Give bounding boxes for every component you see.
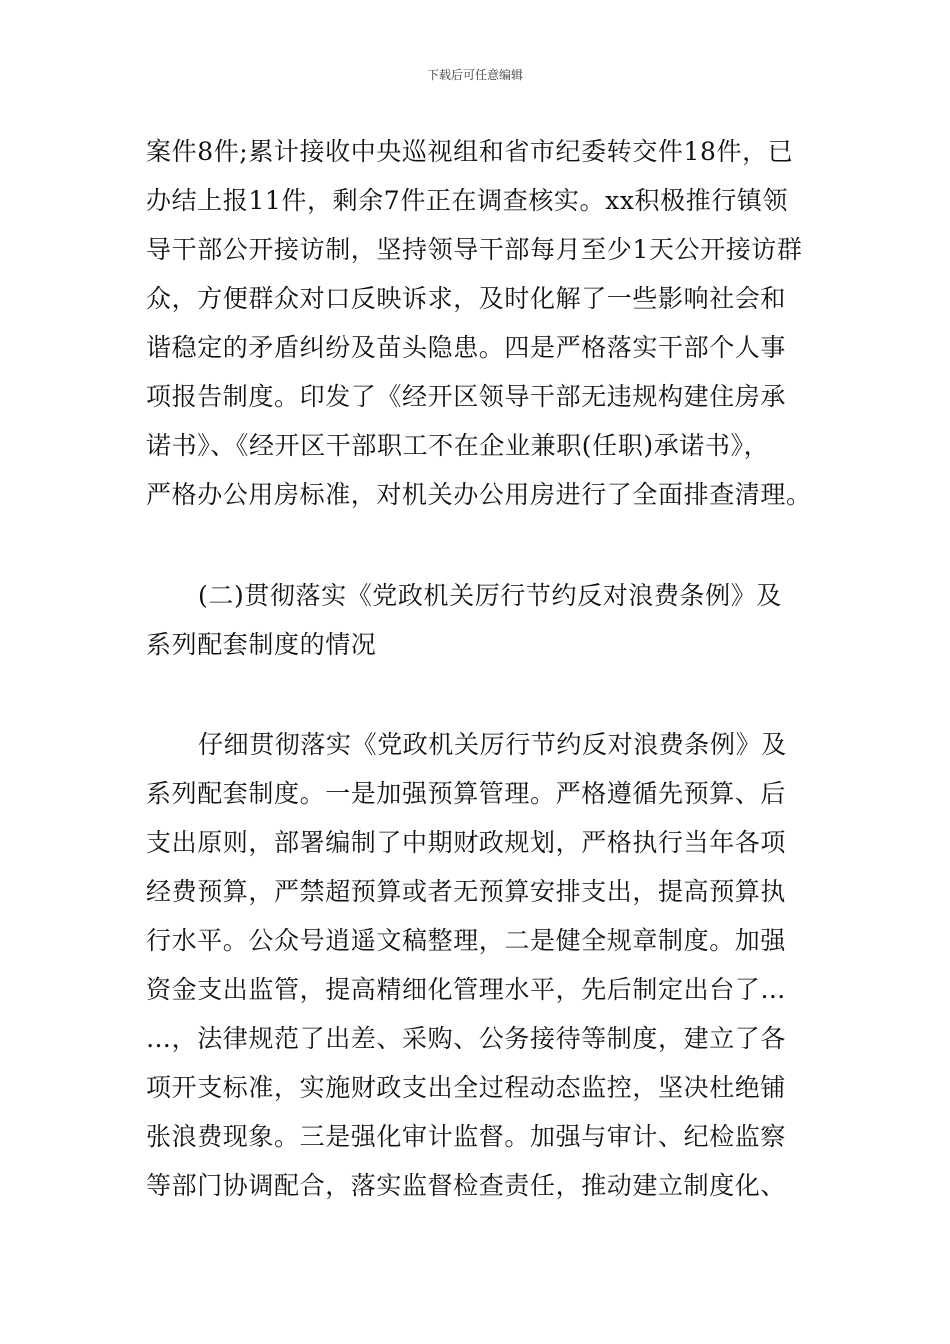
text-line: 经费预算，严禁超预算或者无预算安排支出，提高预算执 <box>146 877 787 906</box>
text-line: 张浪费现象。三是强化审计监督。加强与审计、纪检监察 <box>146 1122 787 1151</box>
page-header: 下载后可任意编辑 <box>426 68 523 82</box>
text-line: 资金支出监管，提高精细化管理水平，先后制定出台了… <box>146 975 787 1004</box>
text-line: 案件8件;累计接收中央巡视组和省市纪委转交件18件，已 <box>146 137 794 166</box>
text-line: 行水平。公众号逍遥文稿整理，二是健全规章制度。加强 <box>146 926 787 955</box>
text-line: 谐稳定的矛盾纠纷及苗头隐患。四是严格落实干部个人事 <box>146 333 787 362</box>
text-line: 仔细贯彻落实《党政机关厉行节约反对浪费条例》及 <box>198 730 787 759</box>
text-line: 支出原则，部署编制了中期财政规划，严格执行当年各项 <box>146 828 787 857</box>
text-line: 等部门协调配合，落实监督检查责任，推动建立制度化、 <box>146 1171 787 1200</box>
text-line: 办结上报11件，剩余7件正在调查核实。xx积极推行镇领 <box>146 186 789 215</box>
text-line: 系列配套制度。一是加强预算管理。严格遵循先预算、后 <box>146 779 787 808</box>
text-line: 导干部公开接访制，坚持领导干部每月至少1天公开接访群 <box>146 235 803 264</box>
text-line: 诺书》、《经开区干部职工不在企业兼职(任职)承诺书》， <box>146 431 770 460</box>
text-line: 项报告制度。印发了《经开区领导干部无违规构建住房承 <box>146 382 787 411</box>
text-line: …，法律规范了出差、采购、公务接待等制度，建立了各 <box>146 1024 787 1053</box>
heading-line: 系列配套制度的情况 <box>146 630 377 659</box>
heading-line: (二)贯彻落实《党政机关厉行节约反对浪费条例》及 <box>198 581 782 610</box>
text-line: 项开支标准，实施财政支出全过程动态监控，坚决杜绝铺 <box>146 1073 787 1102</box>
text-line: 严格办公用房标准，对机关办公用房进行了全面排查清理。 <box>146 480 812 509</box>
text-line: 众，方便群众对口反映诉求，及时化解了一些影响社会和 <box>146 284 787 313</box>
